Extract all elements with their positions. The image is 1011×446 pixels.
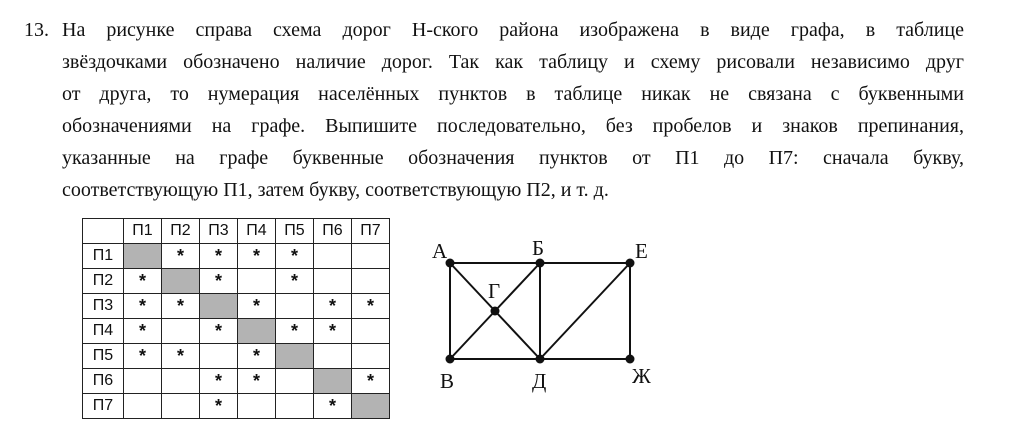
task-line: звёздочками обозначено наличие дорог. Так как таблицу и схему рисовали независимо друг [62, 51, 964, 73]
table-corner-cell [83, 219, 124, 244]
table-row [83, 344, 390, 369]
task-line: указанные на графе буквенные обозначения пунктов от П1 до П7: сначала букву, [62, 147, 964, 169]
road-marker-cell: * [238, 369, 276, 394]
table-row [83, 269, 390, 294]
graph-node-label: Е [635, 239, 648, 263]
diagonal-cell [200, 294, 238, 319]
empty-cell [352, 319, 390, 344]
diagonal-cell [124, 244, 162, 269]
row-header: П1 [83, 244, 124, 269]
task-line: На рисунке справа схема дорог Н-ского района изображена в виде графа, в таблице [62, 19, 964, 41]
task-number: 13. [24, 19, 49, 41]
table-row [83, 319, 390, 344]
graph-node-label: Б [532, 236, 545, 260]
diagonal-cell [314, 369, 352, 394]
table-row [83, 394, 390, 419]
empty-cell [276, 294, 314, 319]
road-marker-cell: * [162, 294, 200, 319]
road-marker-cell: * [162, 344, 200, 369]
empty-cell [162, 319, 200, 344]
graph-node [446, 355, 455, 364]
road-marker-cell: * [200, 269, 238, 294]
row-header: П6 [83, 369, 124, 394]
diagonal-cell [162, 269, 200, 294]
diagonal-cell [352, 394, 390, 419]
row-header: П5 [83, 344, 124, 369]
diagonal-cell [276, 344, 314, 369]
road-marker-cell: * [238, 244, 276, 269]
task-line: соответствующую П1, затем букву, соответствующую П2, и т. д. [62, 179, 609, 201]
column-header: П2 [162, 219, 200, 244]
diagonal-cell [238, 319, 276, 344]
road-marker-cell: * [276, 269, 314, 294]
row-header: П2 [83, 269, 124, 294]
empty-cell [352, 244, 390, 269]
graph-node [626, 259, 635, 268]
graph-node-label: В [440, 369, 455, 393]
row-header: П3 [83, 294, 124, 319]
task-line: обозначениями на графе. Выпишите последовательно, без пробелов и знаков препинания, [62, 115, 964, 137]
road-marker-cell: * [238, 294, 276, 319]
empty-cell [352, 269, 390, 294]
road-marker-cell: * [352, 369, 390, 394]
empty-cell [200, 344, 238, 369]
road-marker-cell: * [314, 294, 352, 319]
empty-cell [276, 369, 314, 394]
empty-cell [314, 344, 352, 369]
graph-node-label: Г [488, 279, 501, 303]
road-marker-cell: * [200, 369, 238, 394]
road-marker-cell: * [276, 319, 314, 344]
road-marker-cell: * [200, 319, 238, 344]
road-marker-cell: * [314, 319, 352, 344]
graph-edge [495, 311, 540, 359]
task-block [24, 14, 964, 206]
graph-node [491, 307, 500, 316]
empty-cell [124, 394, 162, 419]
empty-cell [162, 369, 200, 394]
column-header: П3 [200, 219, 238, 244]
empty-cell [352, 344, 390, 369]
road-marker-cell: * [314, 394, 352, 419]
road-marker-cell: * [352, 294, 390, 319]
empty-cell [238, 269, 276, 294]
road-marker-cell: * [200, 394, 238, 419]
column-header: П7 [352, 219, 390, 244]
row-header: П7 [83, 394, 124, 419]
row-header: П4 [83, 319, 124, 344]
road-marker-cell: * [200, 244, 238, 269]
task-statement [62, 14, 964, 206]
road-marker-cell: * [124, 294, 162, 319]
road-marker-cell: * [124, 319, 162, 344]
empty-cell [124, 369, 162, 394]
table-row [83, 369, 390, 394]
road-marker-cell: * [238, 344, 276, 369]
graph-node-label: Ж [632, 364, 651, 388]
graph-node [626, 355, 635, 364]
column-header: П6 [314, 219, 352, 244]
graph-node-label: Д [532, 369, 547, 393]
graph-edge [540, 263, 630, 359]
table-row [83, 244, 390, 269]
empty-cell [314, 269, 352, 294]
road-marker-cell: * [162, 244, 200, 269]
graph-edge [495, 263, 540, 311]
graph-node-label: А [432, 239, 448, 263]
graph-edge [450, 311, 495, 359]
table-header-row [83, 219, 390, 244]
empty-cell [238, 394, 276, 419]
column-header: П4 [238, 219, 276, 244]
graph-node [536, 355, 545, 364]
road-graph [420, 228, 670, 398]
empty-cell [162, 394, 200, 419]
column-header: П5 [276, 219, 314, 244]
empty-cell [314, 244, 352, 269]
table-row [83, 294, 390, 319]
road-table [82, 218, 390, 419]
task-line: от друга, то нумерация населённых пунктов в таблице никак не связана с буквенными [62, 83, 964, 105]
empty-cell [276, 394, 314, 419]
road-marker-cell: * [124, 344, 162, 369]
road-marker-cell: * [276, 244, 314, 269]
column-header: П1 [124, 219, 162, 244]
road-marker-cell: * [124, 269, 162, 294]
